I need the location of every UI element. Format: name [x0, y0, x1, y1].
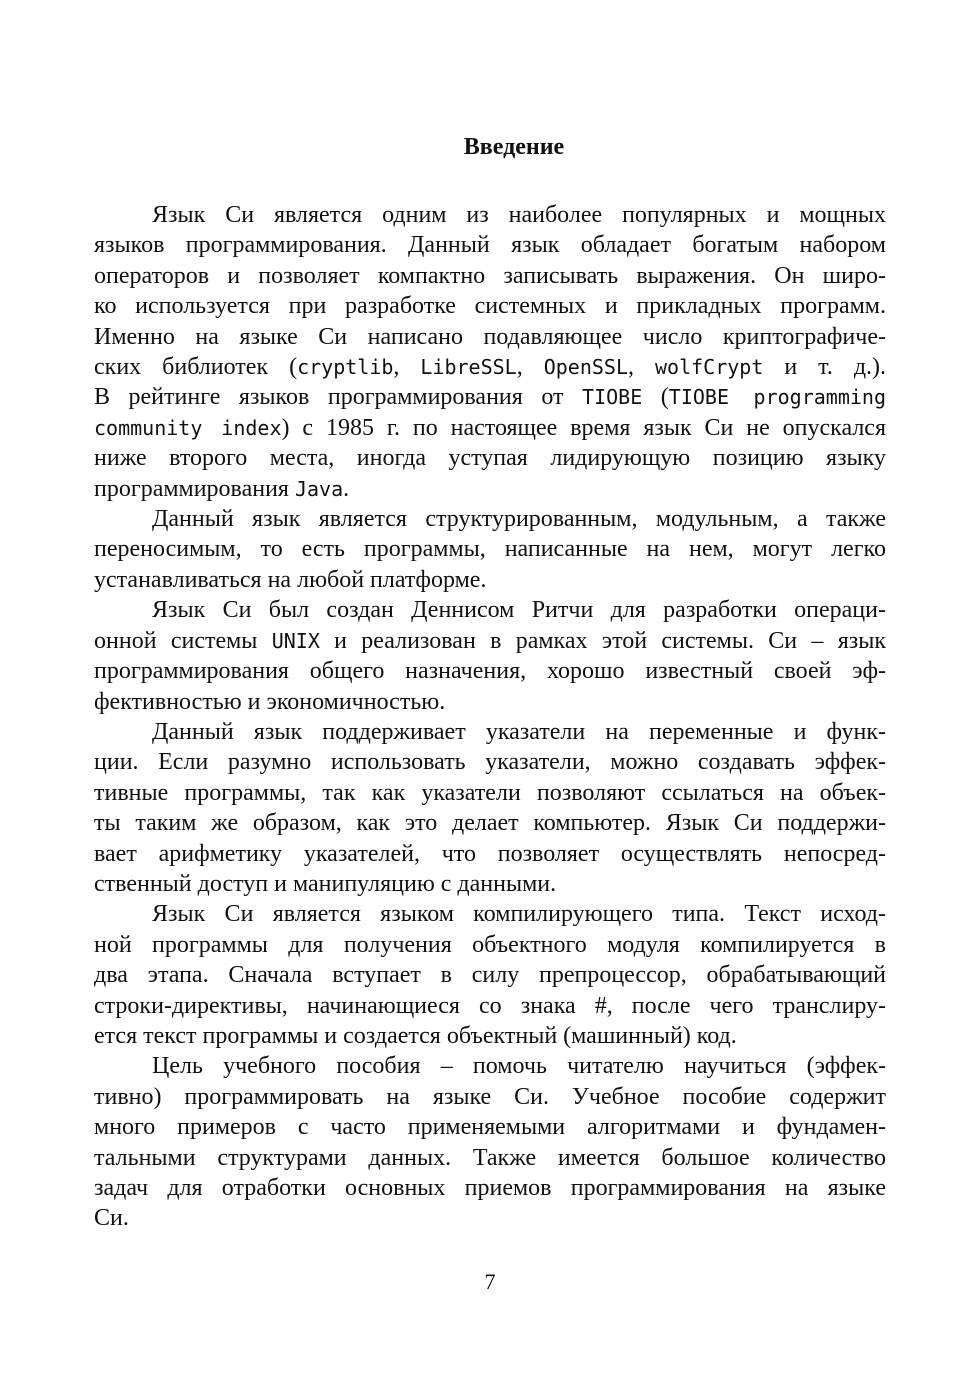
text-line [94, 413, 886, 443]
text-line [94, 930, 886, 960]
text-run: языков программирования. Данный язык обладает богатым набором [94, 232, 886, 259]
text-line [94, 474, 886, 504]
text-line [94, 1021, 886, 1051]
paragraph [94, 717, 886, 899]
code-term: LibreSSL [420, 355, 517, 380]
text-run: , [393, 354, 421, 381]
code-term: OpenSSL [543, 355, 628, 380]
text-line [94, 1173, 886, 1203]
text-run: фективностью и экономичностью. [94, 688, 446, 715]
code-term: community index [94, 415, 282, 440]
code-term: UNIX [271, 628, 320, 653]
code-term: TIOBE programming [668, 385, 887, 410]
text-run: операторов и позволяет компактно записывать выражения. Он широ- [94, 262, 886, 289]
text-line [94, 687, 886, 717]
text-run: тивно) программировать на языке Си. Учебное пособие содержит [94, 1083, 886, 1110]
text-line [94, 352, 886, 382]
text-run: В рейтинге языков программирования от [94, 384, 583, 411]
text-line [94, 778, 886, 808]
code-term: wolfCrypt [654, 355, 764, 380]
paragraph [94, 200, 886, 504]
paragraph [94, 595, 886, 717]
text-line [94, 595, 886, 625]
text-line [94, 1143, 886, 1173]
text-line [94, 839, 886, 869]
text-run: два этапа. Сначала вступает в силу препроцессор, обрабатывающий [94, 962, 886, 989]
text-line [94, 960, 886, 990]
text-run: устанавливаться на любой платформе. [94, 566, 487, 593]
text-run: ( [642, 384, 669, 411]
text-run: много примеров с часто применяемыми алгоритмами и фундамен- [94, 1114, 886, 1141]
text-line [94, 1112, 886, 1142]
document-page [94, 0, 886, 1386]
text-line [94, 1082, 886, 1112]
paragraph [94, 899, 886, 1051]
body-text [94, 200, 886, 1234]
text-run: . [343, 475, 350, 502]
text-line [94, 443, 886, 473]
text-line [94, 747, 886, 777]
text-line [94, 534, 886, 564]
text-line [94, 200, 886, 230]
text-run: Цель учебного пособия – помочь читателю научиться (эффек- [152, 1053, 886, 1080]
text-run: программирования общего назначения, хорошо известный своей эф- [94, 658, 886, 685]
text-run: тивные программы, так как указатели позволяют ссылаться на объек- [94, 779, 886, 806]
text-line [94, 261, 886, 291]
text-run: задач для отработки основных приемов программирования на языке [94, 1175, 886, 1201]
text-line [94, 869, 886, 899]
text-run: строки-директивы, начинающиеся со знака #, после чего транслиру- [94, 992, 886, 1019]
text-line [94, 382, 886, 412]
text-run: Данный язык является структурированным, модульным, а также [152, 506, 886, 533]
text-run: Данный язык поддерживает указатели на переменные и функ- [152, 718, 886, 745]
code-term: cryptlib [297, 355, 394, 380]
text-run: ниже второго места, иногда уступая лидирующую позицию языку [94, 445, 886, 472]
text-run: ется текст программы и создается объектный (машинный) код. [94, 1022, 737, 1049]
text-run: тальными структурами данных. Также имеется большое количество [94, 1144, 886, 1171]
text-run: Именно на языке Си написано подавляющее число криптографиче- [94, 323, 886, 350]
text-line [94, 717, 886, 747]
text-run: и т. д.). [763, 354, 887, 381]
page-title: Введение [463, 134, 565, 160]
text-run: и реализован в рамках этой системы. Си – язык [319, 627, 886, 654]
text-line [94, 291, 886, 321]
text-run: ции. Если разумно использовать указатели, можно создавать эффек- [94, 749, 886, 776]
text-run: Язык Си был создан Деннисом Ритчи для разработки операци- [152, 597, 886, 624]
code-term: TIOBE [582, 385, 643, 410]
text-line [94, 626, 886, 656]
text-line [94, 230, 886, 260]
text-run: ских библиотек ( [94, 354, 298, 381]
code-term: Java [294, 476, 344, 501]
text-line [94, 991, 886, 1021]
text-run: программирования [94, 475, 295, 502]
text-line [94, 322, 886, 352]
text-line [94, 1051, 886, 1081]
text-run: Язык Си является одним из наиболее популярных и мощных [152, 202, 886, 228]
text-run: , [628, 354, 655, 381]
text-run: вает арифметику указателей, что позволяет осуществлять непосред- [94, 840, 886, 867]
text-run: , [516, 354, 544, 381]
text-line [94, 1203, 886, 1233]
text-run: ной программы для получения объектного модуля компилируется в [94, 931, 886, 958]
text-run: Язык Си является языком компилирующего типа. Текст исход- [152, 901, 886, 928]
text-run: переносимым, то есть программы, написанные на нем, могут легко [94, 536, 886, 563]
paragraph [94, 1051, 886, 1233]
text-run: Си. [94, 1205, 129, 1232]
text-line [94, 504, 886, 534]
text-run: ко используется при разработке системных и прикладных программ. [94, 293, 886, 320]
text-run: ственный доступ и манипуляцию с данными. [94, 870, 557, 897]
text-line [94, 808, 886, 838]
text-line [94, 565, 886, 595]
text-run: ты таким же образом, как это делает компьютер. Язык Си поддержи- [94, 810, 886, 837]
text-line [94, 656, 886, 686]
text-line [94, 899, 886, 929]
text-run: ) с 1985 г. по настоящее время язык Си не опускался [281, 414, 886, 441]
text-run: онной системы [94, 627, 272, 654]
page-number: 7 [484, 1269, 496, 1294]
paragraph [94, 504, 886, 595]
